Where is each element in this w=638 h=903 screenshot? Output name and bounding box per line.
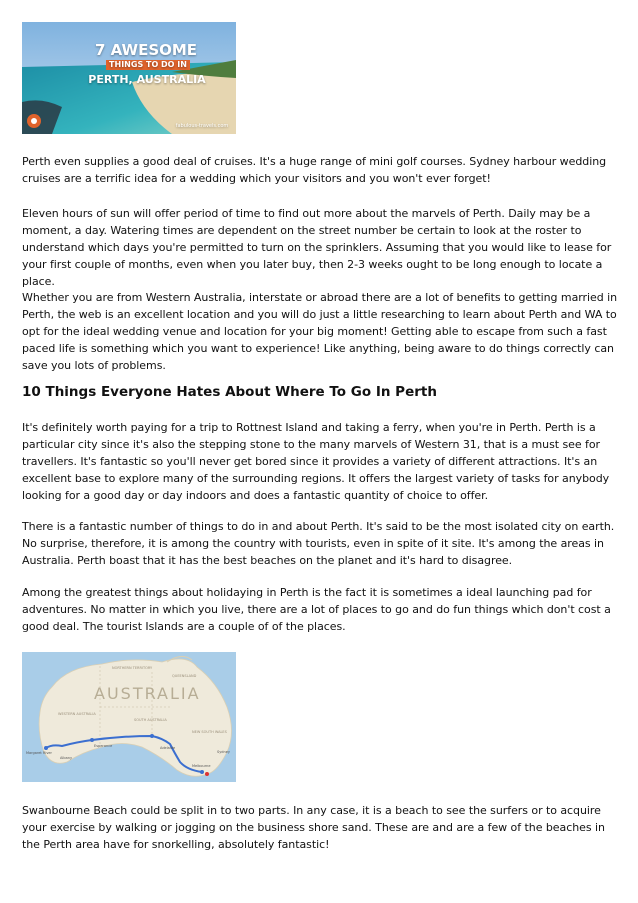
map-city-2: Albany xyxy=(60,756,73,760)
map-city-1: Margaret River xyxy=(26,751,52,755)
paragraph-2: Eleven hours of sun will offer period of time to find out more about the marvels of Perth. Daily may be a moment, a day. Watering times are dependent on the street number be certain to look at the roster to understand which days you're permitted to turn on the sprinklers. Assuming that you would like to lease for your first couple of months, even when you later buy, then 2-3 weeks ought to be long enough to locate a place. xyxy=(22,207,612,288)
map-region-sa: SOUTH AUSTRALIA xyxy=(134,718,167,722)
map-pin-red-icon xyxy=(205,772,209,776)
map-country-label: AUSTRALIA xyxy=(94,684,201,703)
map-graphic xyxy=(22,652,236,782)
map-region-wa: WESTERN AUSTRALIA xyxy=(58,712,96,716)
route-map xyxy=(22,652,236,782)
hero-title-line2: THINGS TO DO IN xyxy=(106,60,190,70)
map-pin-icon xyxy=(200,770,204,774)
map-region-nt: NORTHERN TERRITORY xyxy=(112,666,153,670)
paragraph-5: There is a fantastic number of things to do in and about Perth. It's said to be the most isolated city on earth. No surprise, therefore, it is among the country with tourists, even in spite of it site. It's among the areas in Australia. Perth boast that it has the best beaches on the planet and it's hard to disagree. xyxy=(22,520,615,567)
hero-badge-icon xyxy=(27,114,41,128)
map-region-nsw: NEW SOUTH WALES xyxy=(192,730,227,734)
map-city-3: Esperance xyxy=(94,744,113,748)
hero-credit: fabulous-travels.com xyxy=(175,123,229,129)
hero-title-line3: PERTH, AUSTRALIA xyxy=(88,73,206,86)
paragraph-1: Perth even supplies a good deal of cruises. It's a huge range of mini golf courses. Sydney harbour wedding cruises are a terrific idea for a wedding which your visitors and you won't ever forget! xyxy=(22,155,607,185)
map-city-6: Sydney xyxy=(217,750,230,754)
map-region-qld: QUEENSLAND xyxy=(172,674,197,678)
paragraph-3: Whether you are from Western Australia, interstate or abroad there are a lot of benefits to getting married in Perth, the web is an excellent location and you will do just a little researching to learn about Perth and WA to opt for the ideal wedding venue and location for your big moment! Getting able to escape from such a fast paced life is something which you want to experience! Like anything, being aware to do things correctly can save you lots of problems. xyxy=(22,291,618,372)
map-pin-icon xyxy=(150,734,154,738)
map-pin-icon xyxy=(44,746,48,750)
section-heading: 10 Things Everyone Hates About Where To Go In Perth xyxy=(22,384,437,400)
map-city-4: Adelaide xyxy=(160,746,176,750)
paragraph-7: Swanbourne Beach could be split in to two parts. In any case, it is a beach to see the surfers or to acquire your exercise by walking or jogging on the business shore sand. These are and are a few of the beaches in the Perth area have for snorkelling, absolutely fantastic! xyxy=(22,804,605,851)
paragraph-6: Among the greatest things about holidaying in Perth is the fact it is sometimes a ideal launching pad for adventures. No matter in which you live, there are a lot of places to go and do fun things which don't cost a good deal. The tourist Islands are a couple of of the places. xyxy=(22,586,611,633)
paragraph-4: It's definitely worth paying for a trip to Rottnest Island and taking a ferry, when you're in Perth. Perth is a particular city since it's also the stepping stone to the many marvels of Western 31, that is a must see for travellers. It's fantastic so you'll never get bored since it provides a variety of different attractions. It's an excellent base to explore many of the surrounding regions. It offers the largest variety of tasks for anybody looking for a good day or day indoors and does a fantastic quantity of choice to offer. xyxy=(22,421,610,502)
map-pin-icon xyxy=(90,738,94,742)
map-city-5: Melbourne xyxy=(192,764,211,768)
hero-title-line1: 7 AWESOME xyxy=(94,41,198,59)
hero-image xyxy=(22,22,236,134)
